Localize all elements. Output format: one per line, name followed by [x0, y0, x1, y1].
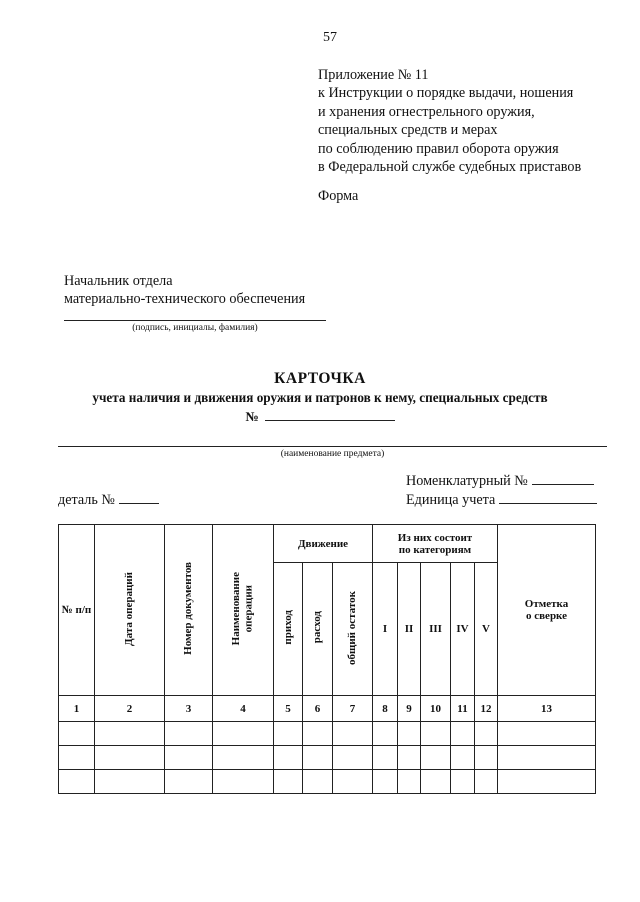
nomenclature-blank[interactable] — [532, 472, 594, 485]
table-cell[interactable] — [303, 746, 333, 770]
appendix-line: в Федеральной службе судебных приставов — [318, 159, 582, 176]
item-name-line[interactable] — [58, 446, 607, 447]
header-expense — [303, 563, 333, 696]
table-cell[interactable] — [213, 722, 274, 746]
header-cat-2: II — [398, 563, 421, 696]
col-number: 5 — [274, 696, 303, 722]
header-categories-line2: по категориям — [398, 543, 472, 556]
col-number: 2 — [95, 696, 165, 722]
header-income — [274, 563, 303, 696]
unit-label: Единица учета — [406, 492, 496, 508]
header-row — [59, 525, 596, 563]
table-cell[interactable] — [213, 770, 274, 794]
table-cell[interactable] — [373, 722, 398, 746]
item-name-caption: (наименование предмета) — [280, 449, 385, 459]
header-cat-4: IV — [451, 563, 475, 696]
table-cell[interactable] — [421, 746, 451, 770]
table-cell[interactable] — [398, 746, 421, 770]
table-cell[interactable] — [333, 746, 373, 770]
header-expense-text: расход — [311, 611, 324, 644]
table-cell[interactable] — [398, 722, 421, 746]
header-check-line2: о сверке — [525, 610, 568, 622]
header-categories — [373, 525, 498, 563]
table-cell[interactable] — [475, 770, 498, 794]
card-number-label: № — [245, 409, 259, 424]
table-cell[interactable] — [95, 722, 165, 746]
header-movement: Движение — [274, 525, 373, 563]
header-check-line1: Отметка — [524, 598, 569, 610]
header-operation-name-line2: операции — [243, 584, 255, 633]
table-cell[interactable] — [303, 770, 333, 794]
page-number: 57 — [323, 30, 337, 45]
col-number: 8 — [373, 696, 398, 722]
signature-caption: (подпись, инициалы, фамилия) — [132, 323, 258, 333]
table-cell[interactable] — [398, 770, 421, 794]
col-number: 10 — [421, 696, 451, 722]
table-cell[interactable] — [165, 722, 213, 746]
header-operation-name-text — [230, 572, 255, 645]
header-date — [95, 525, 165, 696]
card-title: КАРТОЧКА — [274, 370, 366, 387]
header-categories-line1: Из них состоит — [397, 531, 473, 544]
nomenclature-field — [406, 472, 594, 490]
header-doc-number-text: Номер документов — [182, 562, 195, 655]
table-cell[interactable] — [373, 770, 398, 794]
table-cell[interactable] — [303, 722, 333, 746]
header-income-text: приход — [281, 610, 294, 645]
col-number: 3 — [165, 696, 213, 722]
table-cell[interactable] — [421, 770, 451, 794]
card-number-field[interactable] — [265, 408, 395, 421]
table-cell[interactable] — [333, 722, 373, 746]
detail-label: деталь № — [58, 492, 115, 508]
col-number: 7 — [333, 696, 373, 722]
header-no: № п/п — [59, 525, 95, 696]
col-number: 9 — [398, 696, 421, 722]
card-subtitle: учета наличия и движения оружия и патронов к нему, специальных средств — [92, 390, 548, 405]
header-balance-text: общий остаток — [346, 590, 359, 665]
table-cell[interactable] — [475, 722, 498, 746]
table-cell[interactable] — [274, 770, 303, 794]
col-number: 12 — [475, 696, 498, 722]
table-cell[interactable] — [274, 722, 303, 746]
appendix-line: Приложение № 11 — [318, 67, 429, 83]
appendix-line: и хранения огнестрельного оружия, — [318, 103, 535, 120]
col-number: 11 — [451, 696, 475, 722]
table-cell[interactable] — [274, 746, 303, 770]
card-number — [0, 408, 640, 425]
unit-blank[interactable] — [499, 491, 597, 504]
table-cell[interactable] — [95, 746, 165, 770]
table-cell[interactable] — [451, 770, 475, 794]
col-number: 6 — [303, 696, 333, 722]
table-cell[interactable] — [498, 770, 596, 794]
table-cell[interactable] — [165, 746, 213, 770]
table-cell[interactable] — [373, 746, 398, 770]
col-number: 1 — [59, 696, 95, 722]
header-operation-name-line1: Наименование — [230, 571, 243, 646]
header-cat-3: III — [421, 563, 451, 696]
table-cell[interactable] — [213, 746, 274, 770]
detail-field — [58, 491, 159, 509]
header-doc-number — [165, 525, 213, 696]
col-number: 13 — [498, 696, 596, 722]
header-check — [498, 525, 596, 696]
table-cell[interactable] — [421, 722, 451, 746]
detail-blank[interactable] — [119, 491, 159, 504]
table-row — [59, 746, 596, 770]
table-cell[interactable] — [59, 746, 95, 770]
approval-block — [64, 272, 305, 308]
unit-field — [406, 491, 597, 509]
table-cell[interactable] — [95, 770, 165, 794]
table-cell[interactable] — [59, 722, 95, 746]
nomenclature-label: Номенклатурный № — [406, 473, 528, 489]
appendix-line: к Инструкции о порядке выдачи, ношения — [318, 85, 574, 102]
table-cell[interactable] — [451, 722, 475, 746]
table-cell[interactable] — [59, 770, 95, 794]
header-operation-name — [213, 525, 274, 696]
header-date-text: Дата операций — [123, 571, 136, 646]
table-row — [59, 770, 596, 794]
table-cell[interactable] — [475, 746, 498, 770]
table-cell[interactable] — [451, 746, 475, 770]
table-cell[interactable] — [333, 770, 373, 794]
appendix-line: специальных средств и мерах — [318, 122, 498, 139]
header-balance — [333, 563, 373, 696]
col-number: 4 — [213, 696, 274, 722]
header-cat-1: I — [373, 563, 398, 696]
approval-line-2: материально-технического обеспечения — [64, 291, 306, 307]
record-table — [58, 524, 596, 794]
table-cell[interactable] — [165, 770, 213, 794]
appendix-note — [318, 66, 581, 176]
column-numbers-row — [59, 696, 596, 722]
approval-line-1: Начальник отдела — [64, 273, 173, 289]
signature-line — [64, 320, 326, 321]
form-label: Форма — [318, 188, 359, 204]
table-cell[interactable] — [498, 722, 596, 746]
table-cell[interactable] — [498, 746, 596, 770]
appendix-line: по соблюдению правил оборота оружия — [318, 140, 559, 157]
table-row — [59, 722, 596, 746]
header-cat-5: V — [475, 563, 498, 696]
